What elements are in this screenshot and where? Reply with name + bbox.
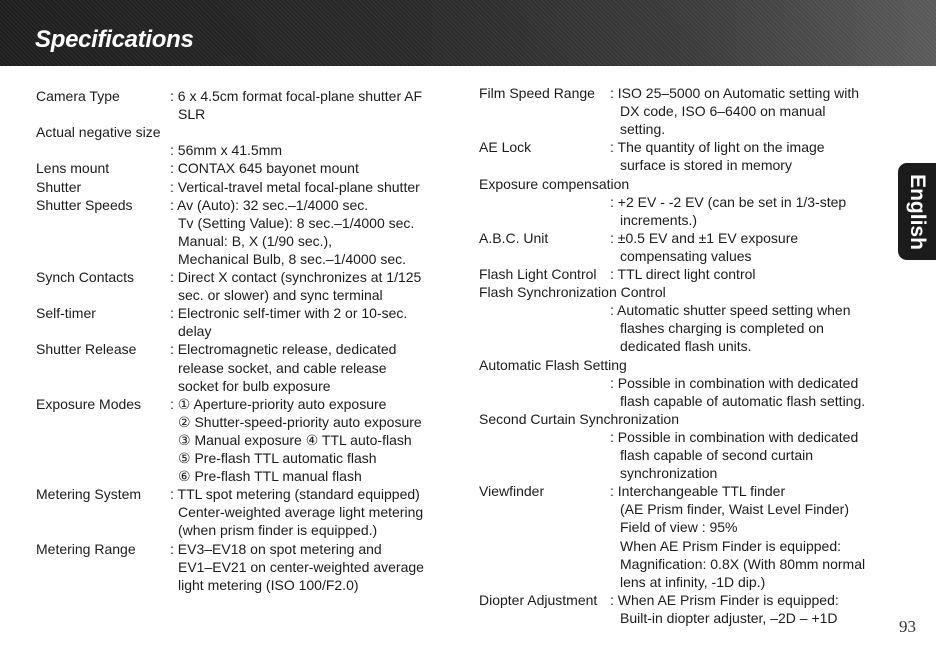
spec-value-line: : +2 EV - -2 EV (can be set in 1/3-step bbox=[610, 193, 847, 210]
spec-value-line: : ISO 25–5000 on Automatic setting with bbox=[610, 85, 860, 101]
spec-value-line: : Av (Auto): 32 sec.–1/4000 sec. bbox=[170, 196, 369, 213]
spec-value-line: dedicated flash units. bbox=[620, 338, 752, 355]
spec-label: Shutter Speeds bbox=[36, 196, 133, 213]
spec-label: Second Curtain Synchronization bbox=[479, 410, 680, 427]
page-number: 93 bbox=[899, 617, 916, 636]
spec-value-line: : Automatic shutter speed setting when bbox=[610, 302, 851, 319]
spec-value-line: ⑥ Pre-flash TTL manual flash bbox=[178, 468, 362, 485]
spec-value-line: : Electronic self-timer with 2 or 10-sec. bbox=[170, 305, 408, 322]
spec-value-line: Built-in diopter adjuster, –2D – +1D bbox=[620, 609, 838, 626]
spec-label: Diopter Adjustment bbox=[479, 591, 598, 608]
language-tab bbox=[898, 163, 936, 260]
spec-value-line: : Direct X contact (synchronizes at 1/125 bbox=[170, 269, 422, 285]
spec-value-line: (AE Prism finder, Waist Level Finder) bbox=[620, 501, 849, 518]
spec-value-line: release socket, and cable release bbox=[178, 359, 387, 376]
spec-value-line: ⑤ Pre-flash TTL automatic flash bbox=[178, 450, 377, 466]
spec-label: Synch Contacts bbox=[36, 269, 135, 285]
spec-value-line: Magnification: 0.8X (With 80mm normal bbox=[620, 555, 866, 572]
spec-label: Self-timer bbox=[36, 305, 96, 322]
spec-label: Actual negative size bbox=[36, 124, 161, 141]
spec-label: Metering Range bbox=[36, 540, 136, 557]
spec-value-line: : The quantity of light on the image bbox=[610, 139, 825, 156]
spec-value-line: delay bbox=[178, 323, 212, 340]
spec-value-line: : EV3–EV18 on spot metering and bbox=[170, 540, 382, 557]
spec-value-line: : Vertical-travel metal focal-plane shutter bbox=[170, 178, 420, 195]
spec-label: Exposure Modes bbox=[36, 395, 142, 412]
spec-value-line: : ① Aperture-priority auto exposure bbox=[170, 395, 387, 412]
spec-value-line: increments.) bbox=[620, 211, 698, 228]
language-tab-label: English bbox=[906, 173, 929, 250]
spec-value-line: : 56mm x 41.5mm bbox=[170, 142, 283, 159]
spec-value-line: (when prism finder is equipped.) bbox=[178, 522, 378, 539]
spec-label: Viewfinder bbox=[479, 483, 545, 500]
spec-value-line: ② Shutter-speed-priority auto exposure bbox=[178, 413, 422, 430]
spec-value-line: synchronization bbox=[620, 465, 718, 482]
spec-value-line: ③ Manual exposure ④ TTL auto-flash bbox=[178, 431, 412, 448]
spec-value-line: EV1–EV21 on center-weighted average bbox=[178, 558, 424, 575]
page-title: Specifications bbox=[35, 26, 194, 53]
spec-label: Shutter bbox=[36, 178, 82, 195]
spec-value-line: light metering (ISO 100/F2.0) bbox=[178, 576, 359, 593]
spec-label: Metering System bbox=[36, 486, 142, 503]
spec-label: Exposure compensation bbox=[479, 175, 630, 192]
header-band bbox=[0, 0, 936, 66]
spec-label: AE Lock bbox=[479, 139, 532, 156]
spec-value-line: compensating values bbox=[620, 247, 752, 264]
spec-value-line: : CONTAX 645 bayonet mount bbox=[170, 160, 359, 177]
spec-label: Lens mount bbox=[36, 160, 110, 177]
spec-value-line: : When AE Prism Finder is equipped: bbox=[610, 591, 839, 608]
spec-value-line: Manual: B, X (1/90 sec.), bbox=[178, 232, 333, 249]
spec-value-line: flash capable of second curtain bbox=[620, 447, 814, 463]
spec-value-line: sec. or slower) and sync terminal bbox=[178, 287, 383, 304]
spec-value-line: socket for bulb exposure bbox=[178, 377, 331, 394]
spec-value-line: setting. bbox=[620, 121, 666, 138]
spec-label: Film Speed Range bbox=[479, 85, 595, 101]
spec-value-line: Tv (Setting Value): 8 sec.–1/4000 sec. bbox=[178, 214, 415, 231]
spec-label: Camera Type bbox=[36, 88, 120, 104]
spec-label: Automatic Flash Setting bbox=[479, 356, 627, 373]
spec-value-line: : Interchangeable TTL finder bbox=[610, 483, 786, 500]
spec-value-line: : TTL spot metering (standard equipped) bbox=[170, 486, 420, 503]
spec-value-line: : Electromagnetic release, dedicated bbox=[170, 341, 397, 358]
spec-value-line: lens at infinity, -1D dip.) bbox=[620, 573, 766, 590]
spec-value-line: flashes charging is completed on bbox=[620, 320, 824, 337]
spec-value-line: : Possible in combination with dedicated bbox=[610, 374, 859, 391]
spec-value-line: Mechanical Bulb, 8 sec.–1/4000 sec. bbox=[178, 250, 407, 267]
spec-value-line: : 6 x 4.5cm format focal-plane shutter AF bbox=[170, 88, 423, 104]
spec-label: A.B.C. Unit bbox=[479, 229, 549, 246]
spec-value-line: Field of view : 95% bbox=[620, 519, 738, 536]
spec-label: Shutter Release bbox=[36, 341, 137, 358]
spec-label: Flash Synchronization Control bbox=[479, 284, 666, 301]
spec-value-line: When AE Prism Finder is equipped: bbox=[620, 537, 841, 554]
spec-value-line: : ±0.5 EV and ±1 EV exposure bbox=[610, 229, 799, 246]
spec-value-line: SLR bbox=[178, 106, 206, 123]
spec-value-line: Center-weighted average light metering bbox=[178, 504, 424, 521]
spec-value-line: : Possible in combination with dedicated bbox=[610, 428, 859, 445]
spec-value-line: DX code, ISO 6–6400 on manual bbox=[620, 103, 826, 120]
spec-value-line: : TTL direct light control bbox=[610, 266, 756, 282]
spec-value-line: surface is stored in memory bbox=[620, 157, 792, 174]
spec-value-line: flash capable of automatic flash setting. bbox=[620, 392, 866, 409]
spec-label: Flash Light Control bbox=[479, 266, 597, 282]
